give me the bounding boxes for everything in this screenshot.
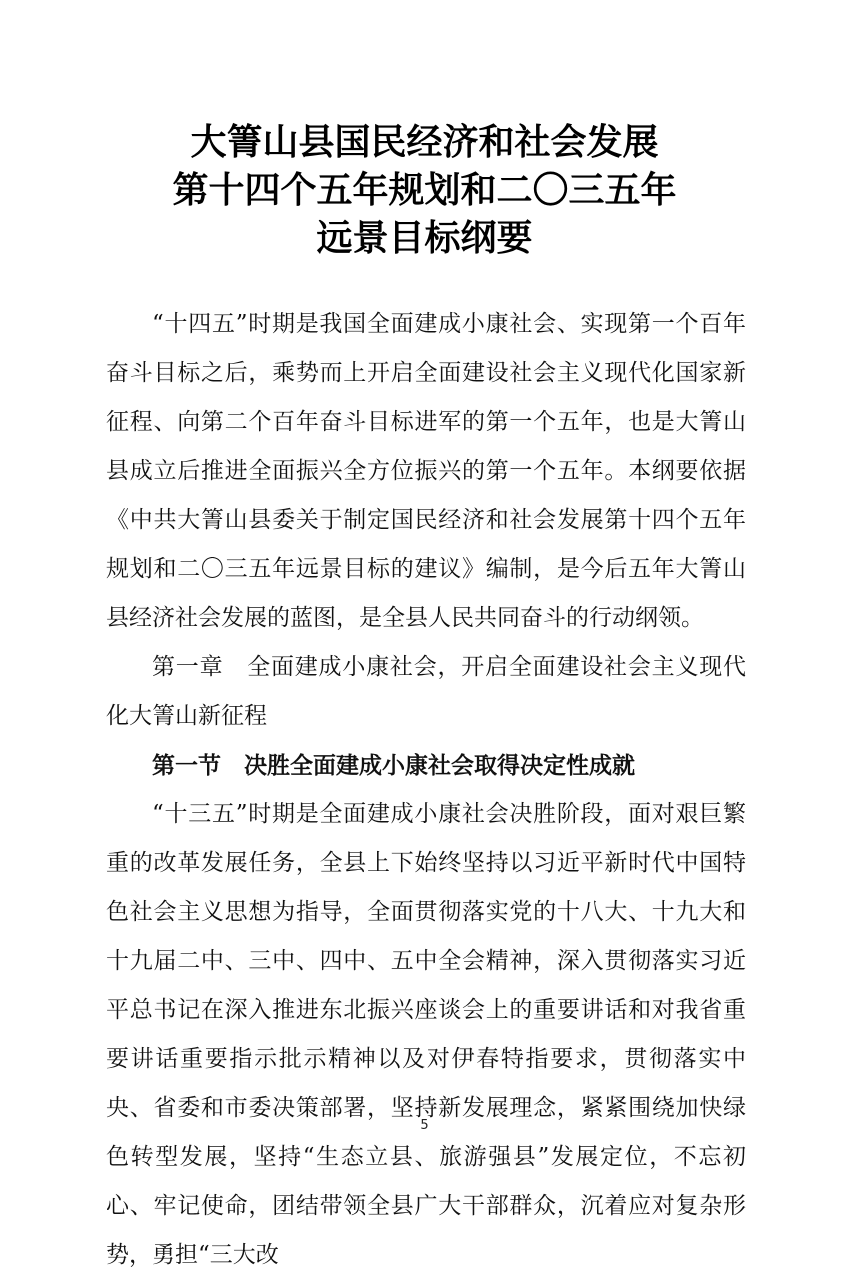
document-title: [0, 118, 849, 262]
title-line-2: 第十四个五年规划和二〇三五年: [172, 169, 677, 211]
page-number: 5: [420, 1118, 429, 1133]
section-paragraph: “十三五”时期是全面建成小康社会决胜阶段，面对艰巨繁重的改革发展任务，全县上下始终坚持以习近平新时代中国特色社会主义思想为指导，全面贯彻落实党的十八大、十九大和十九届二中、三中、四中、五中全会精神，深入贯彻落实习近平总书记在深入推进东北振兴座谈会上的重要讲话和对我省重要讲话重要指示批示精神以及对伊春特指要求，贯彻落实中央、省委和市委决策部署，坚持新发展理念，紧紧围绕加快绿色转型发展，坚持“生态立县、旅游强县”发展定位，不忘初心、牢记使命，团结带领全县广大干部群众，沉着应对复杂形势，勇担“三大改: [106, 801, 746, 1268]
document-body: [106, 300, 746, 1280]
title-line-3: 远景目标纲要: [316, 217, 533, 259]
title-line-1: 大箐山县国民经济和社会发展: [190, 121, 659, 163]
section-heading: 第一节 决胜全面建成小康社会取得决定性成就: [152, 752, 635, 779]
intro-paragraph: “十四五”时期是我国全面建成小康社会、实现第一个百年奋斗目标之后，乘势而上开启全面建设社会主义现代化国家新征程、向第二个百年奋斗目标进军的第一个五年，也是大箐山县成立后推进全面振兴全方位振兴的第一个五年。本纲要依据《中共大箐山县委关于制定国民经济和社会发展第十四个五年规划和二〇三五年远景目标的建议》编制，是今后五年大箐山县经济社会发展的蓝图，是全县人民共同奋斗的行动纲领。: [106, 311, 746, 631]
chapter-heading: 第一章 全面建成小康社会，开启全面建设社会主义现代化大箐山新征程: [106, 654, 746, 729]
